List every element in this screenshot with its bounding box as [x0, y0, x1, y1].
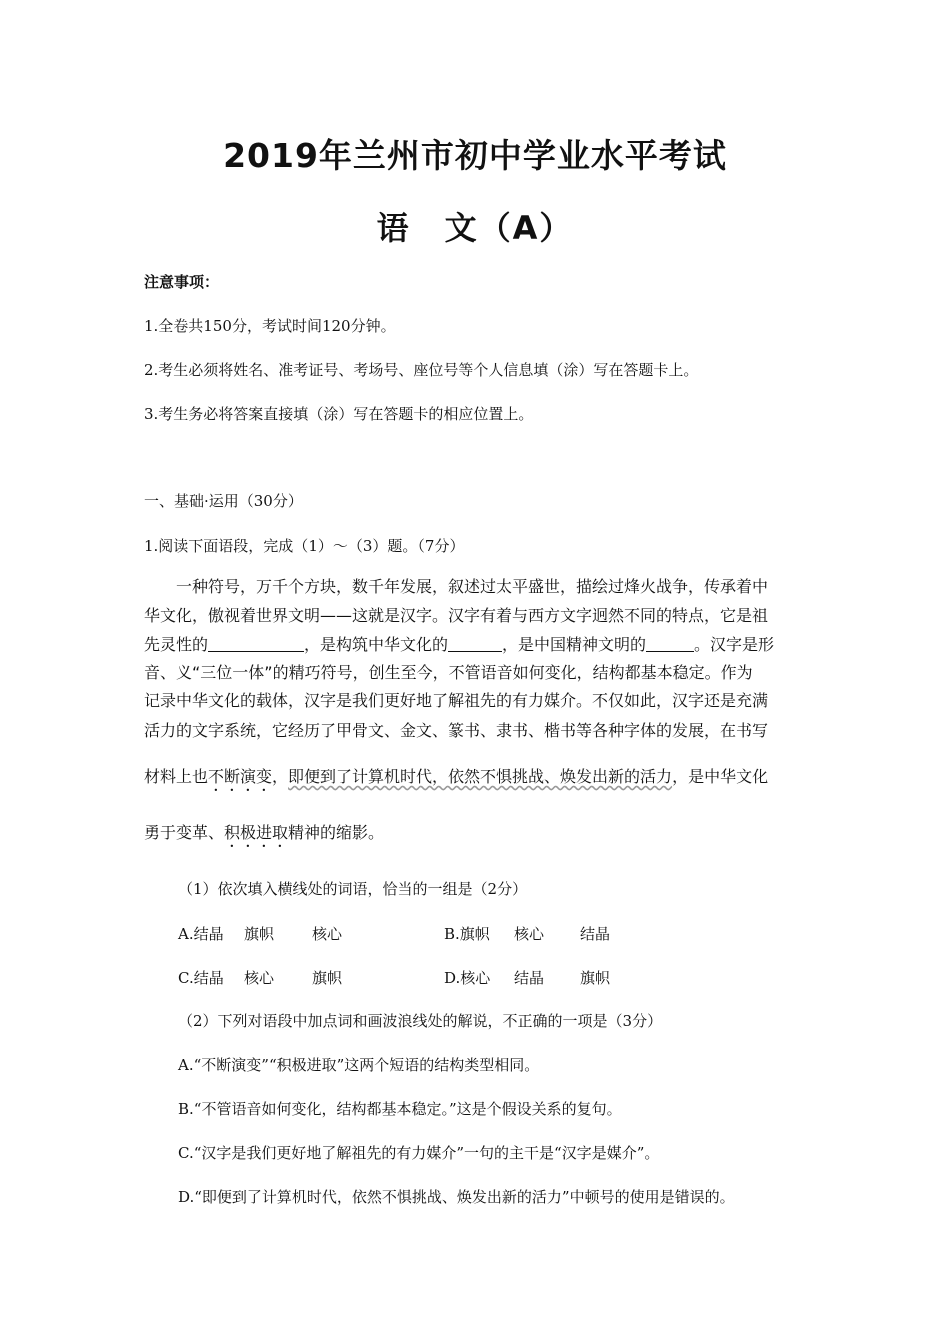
passage-text: 材料上也	[144, 767, 209, 786]
notice-item: 3.考生务必将答案直接填（涂）写在答题卡的相应位置上。	[144, 405, 534, 423]
subquestion-prompt: （2）下列对语段中加点词和画波浪线处的解说，不正确的一项是（3分）	[178, 1012, 663, 1030]
passage-line	[144, 821, 384, 845]
passage-line: 音、义“三位一体”的精巧符号，创生至今，不管语音如何变化，结构都基本稳定。作为	[144, 663, 753, 682]
option-word: 旗帜	[312, 969, 343, 987]
option-a: A.结晶	[178, 925, 224, 943]
answer-option: A.“不断演变”“积极进取”这两个短语的结构类型相同。	[178, 1056, 540, 1074]
notice-item: 2.考生必须将姓名、准考证号、考场号、座位号等个人信息填（涂）写在答题卡上。	[144, 361, 699, 379]
passage-text: ，是中国精神文明的	[502, 635, 647, 654]
wavy-underlined-phrase: 即便到了计算机时代，依然不惧挑战、焕发出新的活力	[288, 767, 673, 786]
fill-blank-1	[208, 635, 304, 652]
subject-title: 语 文（A）	[376, 209, 574, 247]
section-heading: 一、基础·运用（30分）	[144, 492, 303, 510]
fill-blank-3	[646, 635, 694, 652]
passage-line: 一种符号，万千个方块，数千年发展，叙述过太平盛世，描绘过烽火战争，传承着中	[176, 577, 769, 596]
fill-blank-2	[448, 635, 502, 652]
option-d: D.核心	[444, 969, 491, 987]
question-prompt: 1.阅读下面语段，完成（1）～（3）题。（7分）	[144, 537, 465, 555]
option-word: 核心	[514, 925, 545, 943]
passage-text: ，是中华文化	[672, 767, 769, 786]
dotted-phrase: 积极进取	[224, 823, 289, 842]
passage-line	[144, 765, 768, 789]
option-word: 核心	[312, 925, 343, 943]
option-word: 旗帜	[244, 925, 275, 943]
option-c: C.结晶	[178, 969, 224, 987]
exam-title: 2019年兰州市初中学业水平考试	[223, 136, 727, 175]
passage-line	[144, 633, 774, 657]
option-b: B.旗帜	[444, 925, 490, 943]
option-word: 旗帜	[580, 969, 611, 987]
passage-text: 精神的缩影。	[288, 823, 385, 842]
passage-line: 华文化，傲视着世界文明——这就是汉字。汉字有着与西方文字迥然不同的特点，它是祖	[144, 606, 769, 625]
passage-text: 勇于变革、	[144, 823, 225, 842]
answer-option: D.“即便到了计算机时代，依然不惧挑战、焕发出新的活力”中顿号的使用是错误的。	[178, 1188, 735, 1206]
passage-text: ，	[272, 767, 289, 786]
option-word: 结晶	[580, 925, 611, 943]
option-word: 结晶	[514, 969, 545, 987]
dotted-phrase: 不断演变	[208, 767, 273, 786]
answer-option: B.“不管语音如何变化，结构都基本稳定。”这是个假设关系的复句。	[178, 1100, 622, 1118]
notice-item: 1.全卷共150分，考试时间120分钟。	[144, 317, 396, 335]
passage-text: ，是构筑中华文化的	[304, 635, 449, 654]
passage-text: 。汉字是形	[694, 635, 775, 654]
notice-heading: 注意事项：	[144, 273, 220, 291]
option-word: 核心	[244, 969, 275, 987]
passage-line: 记录中华文化的载体，汉字是我们更好地了解祖先的有力媒介。不仅如此，汉字还是充满	[144, 691, 769, 710]
passage-text: 先灵性的	[144, 635, 209, 654]
subquestion-prompt: （1）依次填入横线处的词语，恰当的一组是（2分）	[178, 880, 528, 898]
answer-option: C.“汉字是我们更好地了解祖先的有力媒介”一句的主干是“汉字是媒介”。	[178, 1144, 660, 1162]
passage-line: 活力的文字系统，它经历了甲骨文、金文、篆书、隶书、楷书等各种字体的发展，在书写	[144, 721, 769, 740]
